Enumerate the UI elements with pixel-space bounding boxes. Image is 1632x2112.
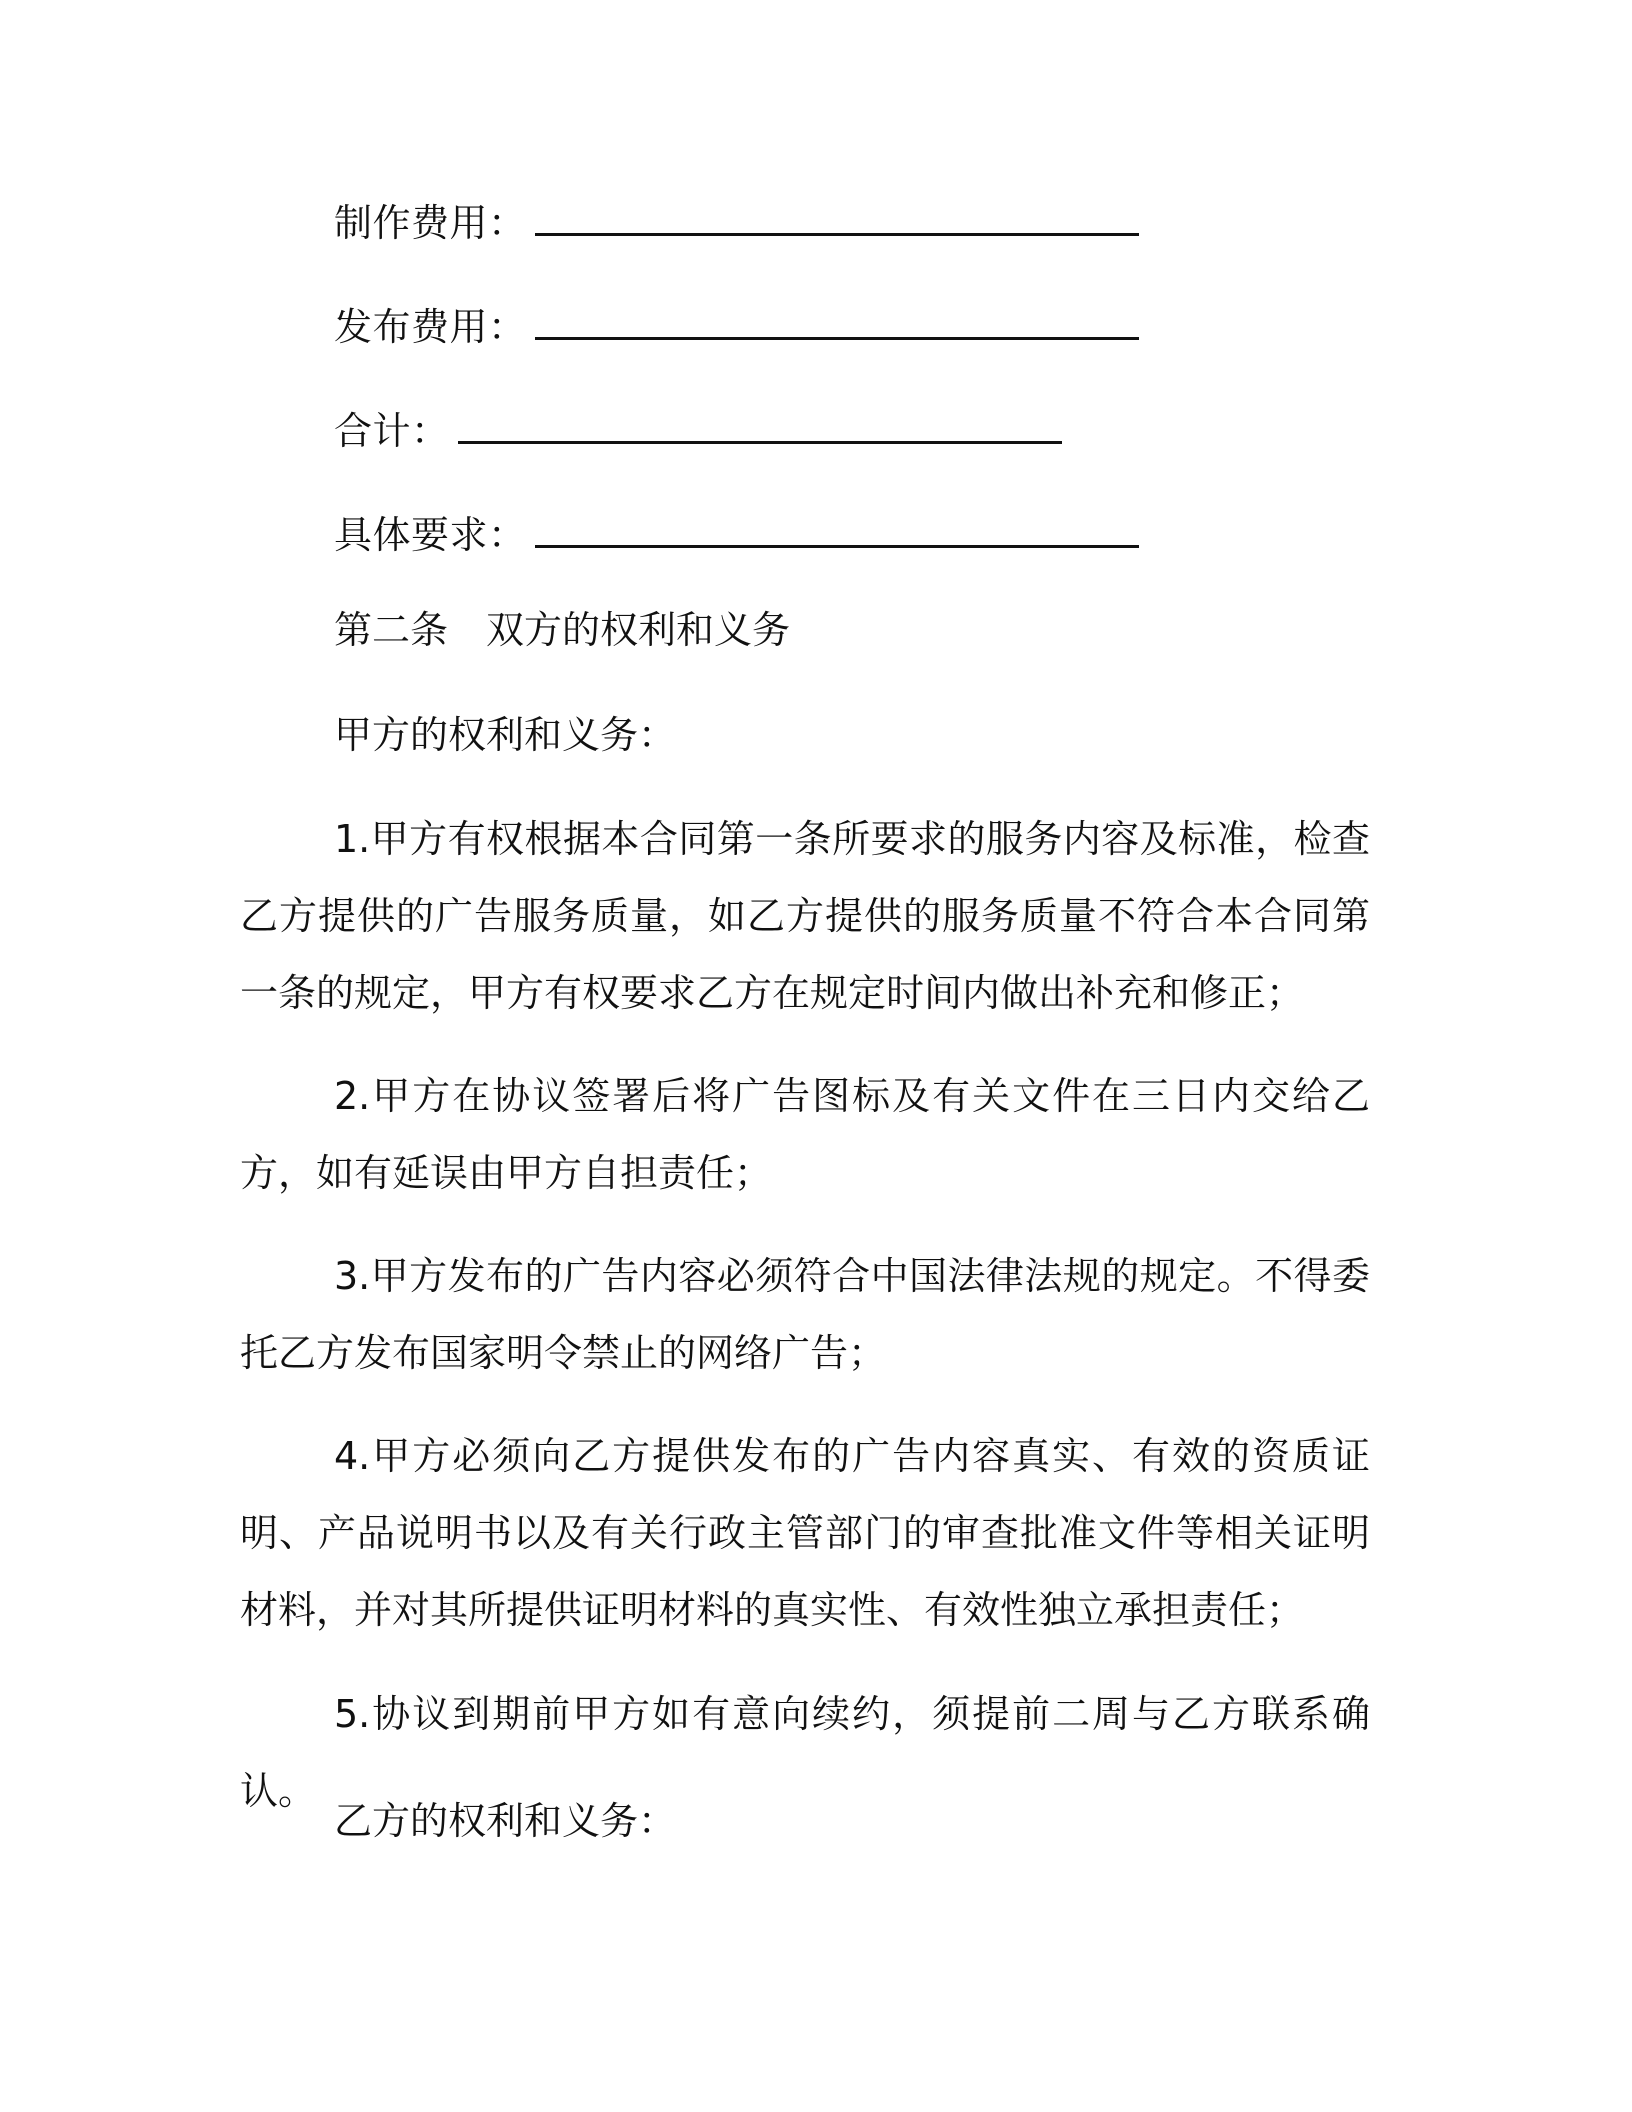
party-a-item-5: 5.协议到期前甲方如有意向续约，须提前二周与乙方联系确认。 bbox=[240, 1692, 1370, 1813]
publishing-fee-blank-line bbox=[535, 307, 1139, 340]
party-a-heading: 甲方的权利和义务： bbox=[334, 713, 677, 757]
publishing-fee-field bbox=[334, 302, 1139, 352]
production-fee-field bbox=[334, 198, 1139, 248]
party-a-item-3: 3.甲方发布的广告内容必须符合中国法律法规的规定。不得委托乙方发布国家明令禁止的网络广告； bbox=[240, 1254, 1370, 1375]
party-b-heading: 乙方的权利和义务： bbox=[334, 1799, 677, 1843]
total-field bbox=[334, 406, 1062, 456]
production-fee-blank-line bbox=[535, 203, 1139, 236]
party-a-item-2: 2.甲方在协议签署后将广告图标及有关文件在三日内交给乙方，如有延误由甲方自担责任； bbox=[240, 1074, 1370, 1195]
party-a-item-4: 4.甲方必须向乙方提供发布的广告内容真实、有效的资质证明、产品说明书以及有关行政主管部门的审查批准文件等相关证明材料，并对其所提供证明材料的真实性、有效性独立承担责任； bbox=[240, 1434, 1370, 1632]
publishing-fee-label: 发布费用： bbox=[334, 305, 527, 349]
requirements-blank-line bbox=[535, 515, 1139, 548]
total-blank-line bbox=[458, 411, 1062, 444]
total-label: 合计： bbox=[334, 409, 450, 453]
requirements-label: 具体要求： bbox=[334, 513, 527, 557]
article-2-heading: 第二条 双方的权利和义务 bbox=[334, 608, 791, 652]
requirements-field bbox=[334, 510, 1139, 560]
production-fee-label: 制作费用： bbox=[334, 201, 527, 245]
party-a-item-1: 1.甲方有权根据本合同第一条所要求的服务内容及标准，检查乙方提供的广告服务质量，如乙方提供的服务质量不符合本合同第一条的规定，甲方有权要求乙方在规定时间内做出补充和修正； bbox=[240, 817, 1370, 1015]
